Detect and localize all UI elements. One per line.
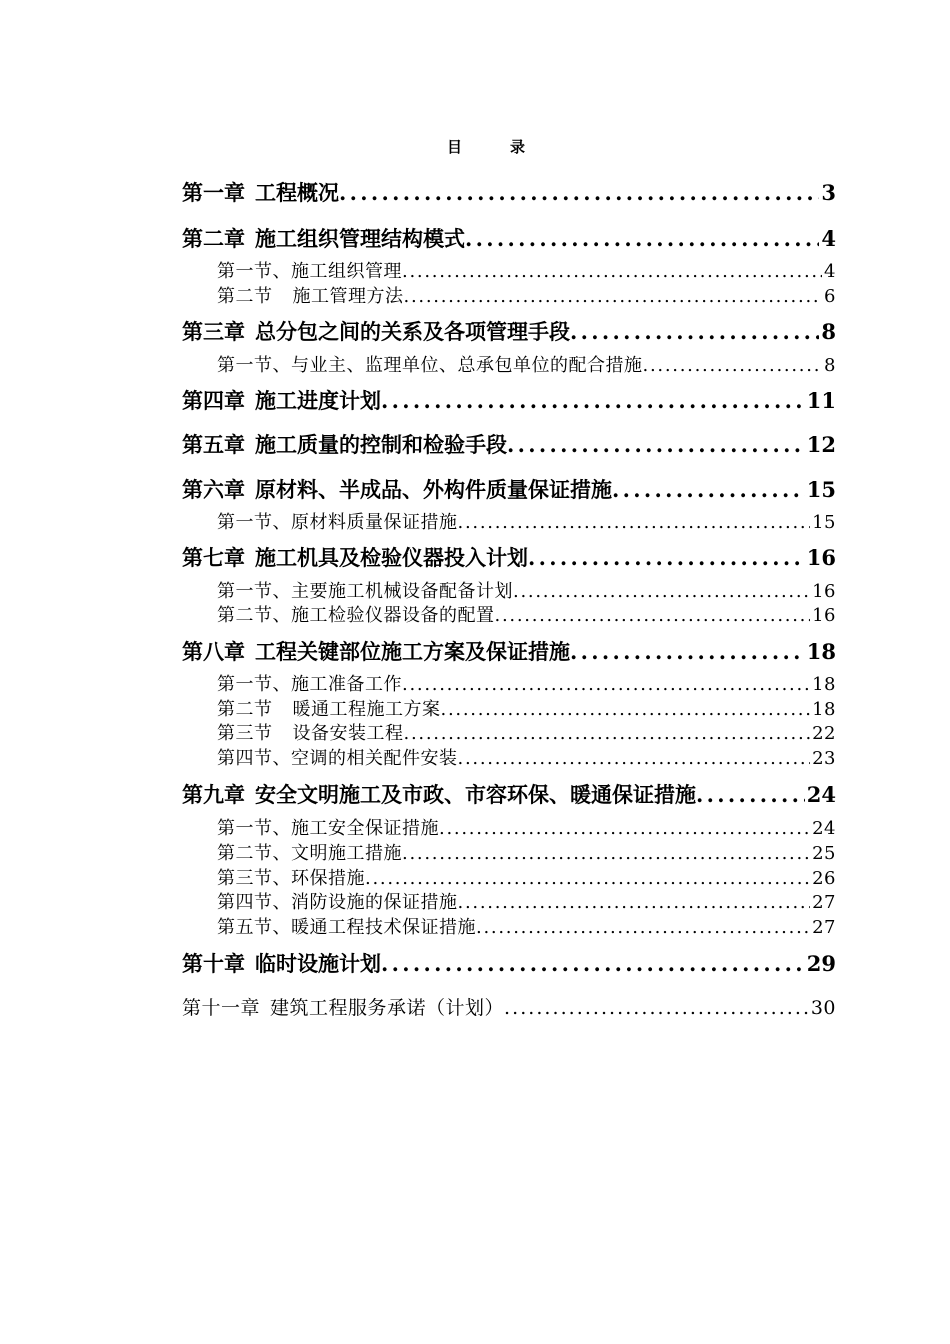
dot-leader [528, 545, 805, 570]
toc-entry[interactable] [182, 385, 836, 415]
toc-entry-number: 第二节 [217, 699, 273, 720]
toc-entry-label [217, 719, 404, 745]
toc-page-number: 4 [824, 261, 836, 282]
dot-leader [465, 226, 819, 251]
toc-entry-number: 第四节、 [217, 892, 291, 913]
toc-entry[interactable] [182, 429, 836, 459]
toc-page-number: 27 [812, 917, 836, 938]
toc-page-number: 25 [812, 843, 836, 864]
toc-entry-number: 第一节、 [217, 818, 291, 839]
toc-entry-number: 第三节、 [217, 868, 291, 889]
toc-entry-label [217, 670, 402, 696]
dot-leader [339, 180, 819, 205]
toc-entry-label [217, 744, 458, 770]
toc-entry-number: 第三节 [217, 723, 273, 744]
toc-entry-number: 第九章 [182, 782, 245, 807]
toc-entry[interactable] [217, 864, 836, 890]
toc-entry-title: 施工检验仪器设备的配置 [291, 605, 495, 626]
toc-page-number: 29 [806, 951, 836, 976]
toc-page-number: 3 [821, 180, 836, 205]
toc-entry-label [182, 948, 381, 978]
toc-entry-title: 总分包之间的关系及各项管理手段 [255, 319, 570, 344]
toc-entry-label [217, 508, 458, 534]
toc-entry-label [182, 993, 504, 1020]
dot-leader [570, 319, 819, 344]
dot-leader [404, 286, 823, 307]
toc-entry-label [217, 577, 513, 603]
toc-page-number: 24 [812, 818, 836, 839]
toc-page-number: 18 [812, 674, 836, 695]
toc-page-number: 11 [806, 388, 836, 413]
toc-entry-title: 工程关键部位施工方案及保证措施 [255, 639, 570, 664]
toc-entry-label [182, 474, 612, 504]
dot-leader [696, 782, 805, 807]
toc-page-number: 16 [806, 545, 836, 570]
toc-entry-title: 暖通工程技术保证措施 [291, 917, 476, 938]
toc-entry-title: 临时设施计划 [255, 951, 381, 976]
toc-entry-label [182, 177, 339, 207]
toc-entry-number: 第三章 [182, 319, 245, 344]
toc-page-number: 15 [812, 512, 836, 533]
toc-entry[interactable] [182, 636, 836, 666]
toc-entry-number: 第二节 [217, 286, 273, 307]
toc-entry-label [217, 888, 458, 914]
toc-entry-number: 第二节、 [217, 843, 291, 864]
toc-page-number: 16 [812, 605, 836, 626]
toc-entry-title: 设备安装工程 [292, 723, 404, 744]
toc-entry-title: 空调的相关配件安装 [291, 748, 458, 769]
toc-entry-title: 工程概况 [255, 180, 339, 205]
toc-entry[interactable] [217, 670, 836, 696]
toc-entry-title: 原材料质量保证措施 [291, 512, 458, 533]
dot-leader [476, 917, 810, 938]
dot-leader [507, 432, 805, 457]
dot-leader [381, 388, 805, 413]
toc-page-number: 27 [812, 892, 836, 913]
toc-entry[interactable] [217, 601, 836, 627]
toc-page-number: 8 [821, 319, 836, 344]
toc-entry[interactable] [182, 316, 836, 346]
toc-entry[interactable] [217, 744, 836, 770]
toc-page-number: 12 [806, 432, 836, 457]
toc-entry-number: 第四章 [182, 388, 245, 413]
dot-leader [404, 723, 811, 744]
toc-entry-title: 施工准备工作 [291, 674, 402, 695]
toc-entry-number: 第五节、 [217, 917, 291, 938]
dot-leader [381, 951, 805, 976]
toc-entry-title: 主要施工机械设备配备计划 [291, 581, 513, 602]
toc-page-number: 8 [824, 355, 836, 376]
toc-entry[interactable] [182, 474, 836, 504]
toc-entry[interactable] [217, 839, 836, 865]
toc-entry[interactable] [182, 948, 836, 978]
dot-leader [570, 639, 805, 664]
toc-entry-label [217, 351, 643, 377]
dot-leader [458, 748, 811, 769]
toc-entry-number: 第二节、 [217, 605, 291, 626]
toc-entry[interactable] [217, 508, 836, 534]
toc-entry-number: 第二章 [182, 226, 245, 251]
toc-entry[interactable] [217, 351, 836, 377]
dot-leader [504, 997, 809, 1019]
toc-entry[interactable] [217, 888, 836, 914]
toc-entry-number: 第一章 [182, 180, 245, 205]
toc-entry[interactable] [182, 542, 836, 572]
toc-entry-title: 施工质量的控制和检验手段 [255, 432, 507, 457]
toc-entry-label [217, 282, 404, 308]
toc-title: 目录 [446, 138, 573, 156]
toc-entry-title: 施工组织管理 [291, 261, 402, 282]
toc-page-number: 4 [821, 226, 836, 251]
toc-entry-title: 安全文明施工及市政、市容环保、暖通保证措施 [255, 782, 696, 807]
toc-entry-number: 第一节、 [217, 355, 291, 376]
toc-entry-label [217, 839, 402, 865]
toc-entry-title: 施工机具及检验仪器投入计划 [255, 545, 528, 570]
toc-page-number: 18 [812, 699, 836, 720]
toc-entry-label [182, 636, 570, 666]
toc-entry-title: 文明施工措施 [291, 843, 402, 864]
toc-entry-label [217, 601, 495, 627]
dot-leader [643, 355, 823, 376]
toc-entry-number: 第六章 [182, 477, 245, 502]
toc-page-number: 24 [806, 782, 836, 807]
toc-page-number: 26 [812, 868, 836, 889]
dot-leader [458, 892, 811, 913]
toc-entry-label [217, 814, 439, 840]
toc-entry[interactable] [182, 177, 836, 207]
toc-entry[interactable] [217, 257, 836, 283]
toc-entry-title: 暖通工程施工方案 [292, 699, 441, 720]
toc-entry-title: 原材料、半成品、外构件质量保证措施 [255, 477, 612, 502]
toc-entry-title: 施工组织管理结构模式 [255, 226, 465, 251]
toc-entry-number: 第一节、 [217, 512, 291, 533]
toc-entry[interactable] [217, 695, 836, 721]
toc-page-number: 16 [812, 581, 836, 602]
dot-leader [441, 699, 811, 720]
toc-entry[interactable] [182, 993, 836, 1020]
dot-leader [402, 674, 810, 695]
toc-entry-title: 与业主、监理单位、总承包单位的配合措施 [291, 355, 643, 376]
toc-entry-number: 第十章 [182, 951, 245, 976]
toc-entry-title: 环保措施 [291, 868, 365, 889]
toc-entry-title: 消防设施的保证措施 [291, 892, 458, 913]
toc-page-number: 15 [806, 477, 836, 502]
dot-leader [402, 261, 822, 282]
toc-entry-title: 施工安全保证措施 [291, 818, 439, 839]
toc-entry[interactable] [217, 913, 836, 939]
toc-entry-number: 第十一章 [182, 997, 261, 1019]
toc-page-number: 6 [824, 286, 836, 307]
dot-leader [458, 512, 811, 533]
toc-entry-number: 第一节、 [217, 261, 291, 282]
dot-leader [365, 868, 810, 889]
toc-page-number: 22 [812, 723, 836, 744]
toc-page-number: 23 [812, 748, 836, 769]
toc-page-number: 18 [806, 639, 836, 664]
dot-leader [495, 605, 811, 626]
dot-leader [439, 818, 810, 839]
toc-entry-number: 第四节、 [217, 748, 291, 769]
toc-entry-label [217, 864, 365, 890]
toc-entry[interactable] [217, 577, 836, 603]
toc-entry-label [182, 429, 507, 459]
toc-entry-number: 第一节、 [217, 674, 291, 695]
toc-entry-number: 第一节、 [217, 581, 291, 602]
toc-entry[interactable] [217, 814, 836, 840]
toc-entry-number: 第八章 [182, 639, 245, 664]
toc-entry-title: 施工进度计划 [255, 388, 381, 413]
toc-entry-label [217, 257, 402, 283]
toc-entry-number: 第五章 [182, 432, 245, 457]
toc-entry-label [182, 385, 381, 415]
dot-leader [612, 477, 805, 502]
toc-entry-label [182, 542, 528, 572]
toc-entry-label [182, 779, 696, 809]
toc-entry-number: 第七章 [182, 545, 245, 570]
toc-entry[interactable] [182, 223, 836, 253]
toc-entry-label [182, 316, 570, 346]
dot-leader [513, 581, 810, 602]
toc-entry[interactable] [182, 779, 836, 809]
toc-page-number: 30 [810, 997, 836, 1019]
toc-entry-label [217, 695, 441, 721]
toc-entry-title: 建筑工程服务承诺（计划） [270, 997, 505, 1019]
dot-leader [402, 843, 810, 864]
toc-entry-label [182, 223, 465, 253]
toc-entry[interactable] [217, 282, 836, 308]
toc-entry-title: 施工管理方法 [292, 286, 404, 307]
toc-entry-label [217, 913, 476, 939]
toc-entry[interactable] [217, 719, 836, 745]
